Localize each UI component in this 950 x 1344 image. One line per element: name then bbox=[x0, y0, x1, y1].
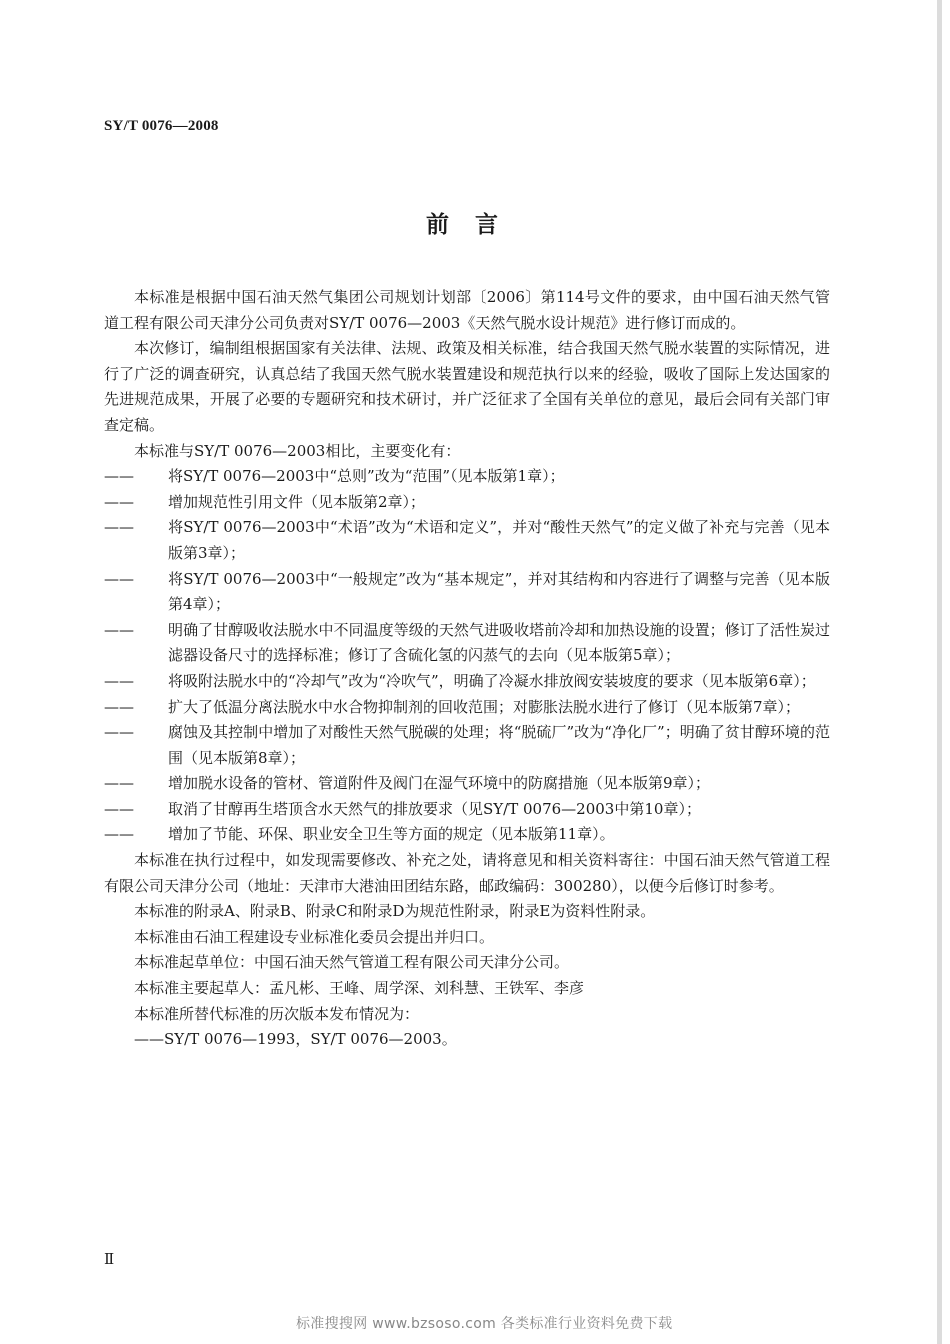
paragraph: 本标准是根据中国石油天然气集团公司规划计划部〔2006〕第114号文件的要求，由中国石油天然气管道工程有限公司天津分公司负责对SY/T 0076—2003《天然气脱水设计规范》进行修订而成的。 bbox=[104, 288, 830, 332]
change-text: 将SY/T 0076—2003中“总则”改为“范围”（见本版第1章）； bbox=[168, 467, 565, 486]
paragraph: 本标准与SY/T 0076—2003相比，主要变化有： bbox=[134, 441, 461, 460]
change-text: 明确了甘醇吸收法脱水中不同温度等级的天然气进吸收塔前冷却和加热设施的设置；修订了活性炭过滤器设备尺寸的选择标准；修订了含硫化氢的闪蒸气的去向（见本版第5章）； bbox=[168, 620, 830, 665]
site-watermark: 标准搜搜网 www.bzsoso.com 各类标准行业资料免费下载 bbox=[296, 1316, 673, 1332]
change-item bbox=[104, 618, 830, 669]
change-item bbox=[104, 515, 830, 566]
paragraph: 本标准主要起草人：孟凡彬、王峰、周学深、刘科慧、王铁军、李彦 bbox=[134, 979, 585, 998]
dash-mark: —— bbox=[104, 620, 134, 639]
paragraph: 本标准在执行过程中，如发现需要修改、补充之处，请将意见和相关资料寄往：中国石油天然气管道工程有限公司天津分公司（地址：天津市大港油田团结东路，邮政编码：300280），以便今后修订时参考。 bbox=[104, 851, 830, 895]
change-item bbox=[104, 669, 830, 695]
change-item bbox=[104, 464, 830, 490]
change-text: 将SY/T 0076—2003中“一般规定”改为“基本规定”，并对其结构和内容进行了调整与完善（见本版第4章）； bbox=[168, 569, 830, 614]
change-item bbox=[104, 567, 830, 618]
paragraph: 本标准起草单位：中国石油天然气管道工程有限公司天津分公司。 bbox=[134, 953, 570, 972]
paragraph: 本标准由石油工程建设专业标准化委员会提出并归口。 bbox=[134, 927, 495, 946]
dash-mark: —— bbox=[104, 467, 134, 486]
history-text: SY/T 0076—1993，SY/T 0076—2003。 bbox=[164, 1030, 457, 1049]
change-text: 增加规范性引用文件（见本版第2章）； bbox=[168, 492, 426, 511]
change-item bbox=[104, 720, 830, 771]
change-text: 将吸附法脱水中的“冷却气”改为“冷吹气”，明确了冷凝水排放阀安装坡度的要求（见本版第6章）； bbox=[168, 671, 816, 690]
dash-mark: —— bbox=[104, 799, 134, 818]
dash-mark: —— bbox=[104, 671, 134, 690]
scan-edge-shadow bbox=[937, 0, 942, 1344]
paragraph: 本次修订，编制组根据国家有关法律、法规、政策及相关标准，结合我国天然气脱水装置的实际情况，进行了广泛的调查研究，认真总结了我国天然气脱水装置建设和规范执行以来的经验，吸收了国际上发达国家的先进规范成果，开展了必要的专题研究和技术研讨，并广泛征求了全国有关单位的意见，最后会同有关部门审查定稿。 bbox=[104, 339, 830, 434]
page-number: Ⅱ bbox=[104, 1252, 115, 1268]
dash-mark: —— bbox=[104, 825, 134, 844]
dash-mark: —— bbox=[104, 774, 134, 793]
change-item bbox=[104, 490, 830, 516]
dash-mark: —— bbox=[104, 569, 134, 588]
foreword-body bbox=[104, 285, 830, 1053]
change-text: 将SY/T 0076—2003中“术语”改为“术语和定义”，并对“酸性天然气”的定义做了补充与完善（见本版第3章）； bbox=[168, 518, 830, 562]
change-item bbox=[104, 822, 830, 848]
change-text: 增加了节能、环保、职业安全卫生等方面的规定（见本版第11章）。 bbox=[168, 825, 615, 844]
dash-mark: —— bbox=[104, 723, 134, 742]
paragraph: 本标准所替代标准的历次版本发布情况为： bbox=[134, 1004, 420, 1023]
standard-code-header: SY/T 0076—2008 bbox=[104, 118, 219, 134]
change-item bbox=[104, 771, 830, 797]
change-text: 腐蚀及其控制中增加了对酸性天然气脱碳的处理；将“脱硫厂”改为“净化厂”；明确了贫甘醇环境的范围（见本版第8章）； bbox=[168, 723, 830, 767]
dash-mark: —— bbox=[104, 518, 134, 537]
dash-mark: —— bbox=[104, 492, 134, 511]
change-item bbox=[104, 797, 830, 823]
change-item bbox=[104, 695, 830, 721]
change-text: 取消了甘醇再生塔顶含水天然气的排放要求（见SY/T 0076—2003中第10章）； bbox=[168, 799, 701, 818]
change-text: 扩大了低温分离法脱水中水合物抑制剂的回收范围；对膨胀法脱水进行了修订（见本版第7章）； bbox=[168, 697, 801, 716]
change-text: 增加脱水设备的管材、管道附件及阀门在湿气环境中的防腐措施（见本版第9章）； bbox=[168, 774, 711, 793]
dash-mark: —— bbox=[104, 697, 134, 716]
dash-mark: —— bbox=[134, 1030, 164, 1049]
page-title: 前言 bbox=[426, 212, 524, 238]
history-item bbox=[104, 1027, 830, 1053]
paragraph: 本标准的附录A、附录B、附录C和附录D为规范性附录，附录E为资料性附录。 bbox=[134, 902, 656, 921]
